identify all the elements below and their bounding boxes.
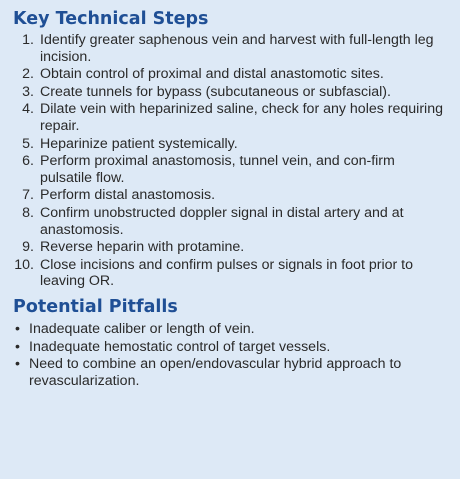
step-number: 1. — [22, 32, 34, 48]
step-number: 4. — [22, 101, 34, 118]
steps-heading: Key Technical Steps — [13, 9, 209, 29]
list-item — [13, 321, 450, 338]
step-number: 6. — [22, 153, 34, 170]
step-number: 3. — [22, 83, 34, 100]
step-text: Close incisions and confirm pulses or signals in foot prior to leaving OR. — [40, 256, 413, 290]
list-item — [13, 66, 450, 83]
list-item — [13, 356, 450, 389]
list-item — [13, 205, 450, 238]
list-item — [13, 32, 450, 65]
list-item — [13, 153, 450, 186]
pitfalls-heading: Potential Pitfalls — [13, 296, 178, 317]
list-item — [13, 101, 450, 134]
pitfall-text: Inadequate caliber or length of vein. — [29, 320, 255, 337]
step-text: Confirm unobstructed doppler signal in distal artery and at anastomosis. — [40, 204, 404, 238]
step-text: Create tunnels for bypass (subcutaneous or subfascial). — [40, 83, 391, 100]
list-item — [13, 257, 450, 290]
pitfall-text: Need to combine an open/endovascular hybrid approach to revascularization. — [29, 356, 402, 389]
step-text: Reverse heparin with protamine. — [40, 239, 245, 256]
list-item — [13, 339, 450, 356]
step-text: Heparinize patient systemically. — [40, 135, 238, 152]
pitfalls-list — [13, 321, 450, 389]
list-item — [13, 239, 450, 256]
pitfall-text: Inadequate hemostatic control of target vessels. — [29, 338, 331, 355]
bullet-icon: • — [15, 320, 20, 337]
step-number: 5. — [22, 135, 34, 152]
step-text: Dilate vein with heparinized saline, check for any holes requiring repair. — [40, 101, 443, 134]
step-number: 8. — [22, 204, 34, 221]
step-number: 10. — [14, 256, 34, 273]
step-text: Perform proximal anastomosis, tunnel vein, and con-firm pulsatile flow. — [40, 153, 395, 186]
bullet-icon: • — [15, 338, 20, 355]
list-item — [13, 136, 450, 153]
steps-list — [13, 32, 450, 290]
list-item — [13, 187, 450, 204]
step-text: Perform distal anastomosis. — [40, 187, 216, 204]
step-text: Identify greater saphenous vein and harvest with full-length leg incision. — [40, 32, 434, 65]
bullet-icon: • — [15, 356, 20, 373]
step-number: 2. — [22, 66, 34, 83]
step-number: 7. — [22, 187, 34, 204]
step-text: Obtain control of proximal and distal anastomotic sites. — [40, 66, 384, 83]
list-item — [13, 84, 450, 101]
step-number: 9. — [22, 239, 34, 256]
